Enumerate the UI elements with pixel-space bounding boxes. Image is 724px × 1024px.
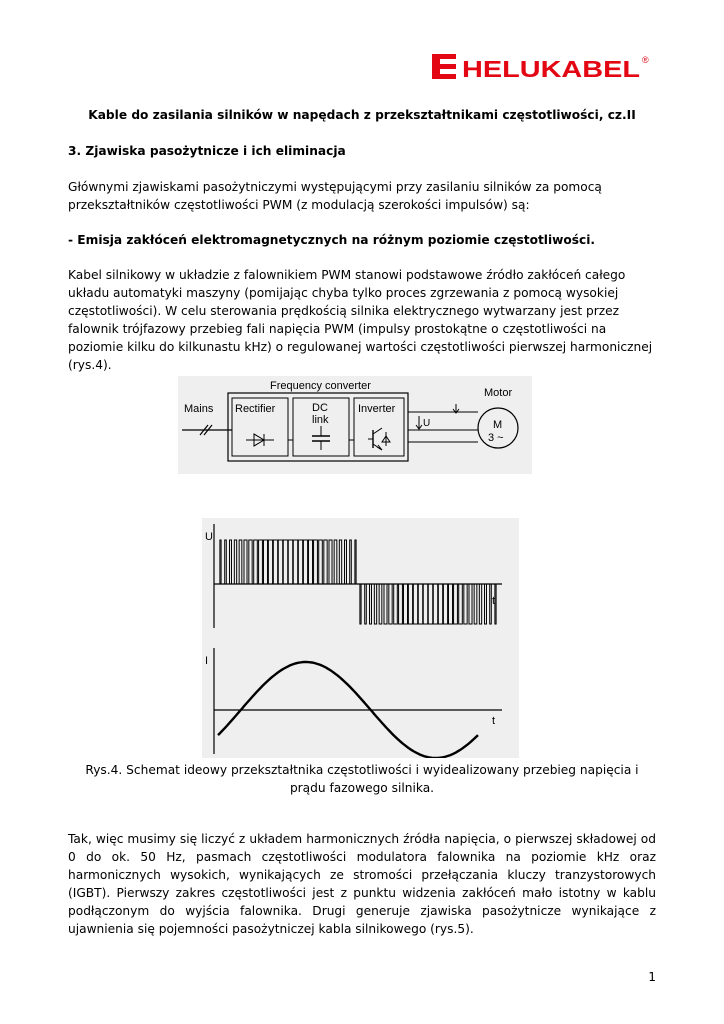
mains-label: Mains [184,403,214,415]
capacitor-icon [312,426,330,450]
pwm-pulse [479,584,481,624]
pwm-pulse [384,584,387,624]
motor-label: Motor [484,387,513,399]
pwm-pulse [365,584,367,624]
pwm-pulse [234,540,236,584]
u-label: U [423,418,431,429]
registered-mark: ® [642,55,649,65]
pwm-pulse [438,584,442,624]
pwm-pulse [288,540,292,584]
pwm-pulse [413,584,417,624]
pwm-pulse [428,584,432,624]
pwm-pulse [389,584,392,624]
frequency-converter-diagram [178,376,532,474]
current-time-label: t [492,715,496,727]
emission-subheading: - Emisja zakłóceń elektromagnetycznych na różnym poziomie częstotliwości. [68,233,596,247]
pwm-pulses [220,540,496,624]
pwm-pulse [443,584,447,624]
dc-link-label-2: link [312,414,329,426]
motor-phase-label: 3 ~ [488,432,504,444]
pwm-pulse [469,584,472,624]
dc-link-label-1: DC [312,402,328,414]
pwm-pulse [464,584,467,624]
document-title: Kable do zasilania silników w napędach z przekształtnikami częstotliwości, cz.II [88,108,636,122]
pwm-pulse [244,540,247,584]
pwm-pulse [423,584,427,624]
pwm-pulse [418,584,422,624]
pwm-pulse [298,540,302,584]
pwm-pulse [259,540,263,584]
pwm-pulse [293,540,297,584]
pwm-pulse [303,540,307,584]
pwm-pulse [225,540,227,584]
pwm-pulse [239,540,242,584]
pwm-pulse [490,584,492,624]
pwm-pulse [273,540,277,584]
pwm-pulse [370,584,372,624]
brand-name: HELUKABEL [462,56,640,82]
pwm-pulse [374,584,376,624]
pwm-pulse [403,584,407,624]
pwm-pulse [263,540,267,584]
diode-icon [246,434,274,446]
pwm-pulse [334,540,337,584]
pwm-pulse [308,540,312,584]
pwm-pulse [399,584,403,624]
inverter-label: Inverter [358,403,396,415]
pwm-pulse [433,584,437,624]
pwm-pulse [319,540,323,584]
current-axis-label: I [205,655,209,667]
pwm-pulse [314,540,318,584]
voltage-time-label: t [492,595,496,607]
pwm-pulse [459,584,463,624]
section-heading: 3. Zjawiska pasożytnicze i ich eliminacja [68,144,346,158]
pwm-pulse [379,584,382,624]
pwm-pulse [329,540,332,584]
figure-caption: Rys.4. Schemat ideowy przekształtnika częstotliwości i wyidealizowany przebieg napięcia i prądu fazowego silnika. [85,763,639,795]
paragraph-1: Kabel silnikowy w układzie z falownikiem PWM stanowi podstawowe źródło zakłóceń całego układu automatyki maszyny (pomijając chyba tylko proces zgrzewania z pomocą wysokiej częstotliwości). W celu sterowania prędkością silnika elektrycznego wytwarzany jest przez falownik trójfazowy przebieg fali napięcia PWM (impulsy prostokątne o częstotliwości na poziomie kilku do kilkunastu kHz) o regulowanej wartości częstotliwości pierwszej harmonicznej (rys.4). [68,268,653,372]
diagram-title: Frequency converter [270,380,371,392]
pwm-pulse [350,540,352,584]
pwm-pulse [249,540,252,584]
pwm-pulse [474,584,477,624]
transistor-icon [368,428,390,450]
pwm-pulse [394,584,398,624]
page-number: 1 [648,970,656,984]
pwm-pulse [220,540,221,584]
voltage-axis-label: U [205,531,213,543]
pwm-pulse [408,584,412,624]
logo-mark-icon [432,54,456,79]
helukabel-logo [432,54,652,82]
waveform-diagram [202,518,519,758]
intro-paragraph: Głównymi zjawiskami pasożytniczymi występującymi przy zasilaniu silników za pomocą przekształtników częstotliwości PWM (z modulacją szerokości impulsów) są: [68,180,602,212]
pwm-pulse [454,584,458,624]
pwm-pulse [495,584,496,624]
pwm-pulse [485,584,487,624]
pwm-pulse [278,540,282,584]
paragraph-2: Tak, więc musimy się liczyć z układem harmonicznych źródła napięcia, o pierwszej składowej od 0 do ok. 50 Hz, pasmach częstotliwości modulatora falownika na poziomie kHz oraz harmonicznych wysokich, wynikających ze stromości przełączania kluczy tranzystorowych (IGBT). Pierwszy zakres częstotliwości jest z punktu widzenia zakłóceń mało istotny w kablu podłączonym do wyjścia falownika. Drugi generuje zjawiska pasożytnicze wynikające z ujawnienia się pojemności pasożytniczej kabla silnikowego (rys.5). [68,832,656,936]
pwm-pulse [448,584,452,624]
rectifier-label: Rectifier [235,403,276,415]
pwm-pulse [339,540,341,584]
pwm-pulse [230,540,232,584]
pwm-pulse [254,540,258,584]
pwm-pulse [355,540,356,584]
pwm-pulse [268,540,272,584]
pwm-pulse [360,584,361,624]
pwm-pulse [324,540,327,584]
pwm-pulse [345,540,347,584]
motor-m-label: M [493,419,503,431]
pwm-pulse [283,540,287,584]
